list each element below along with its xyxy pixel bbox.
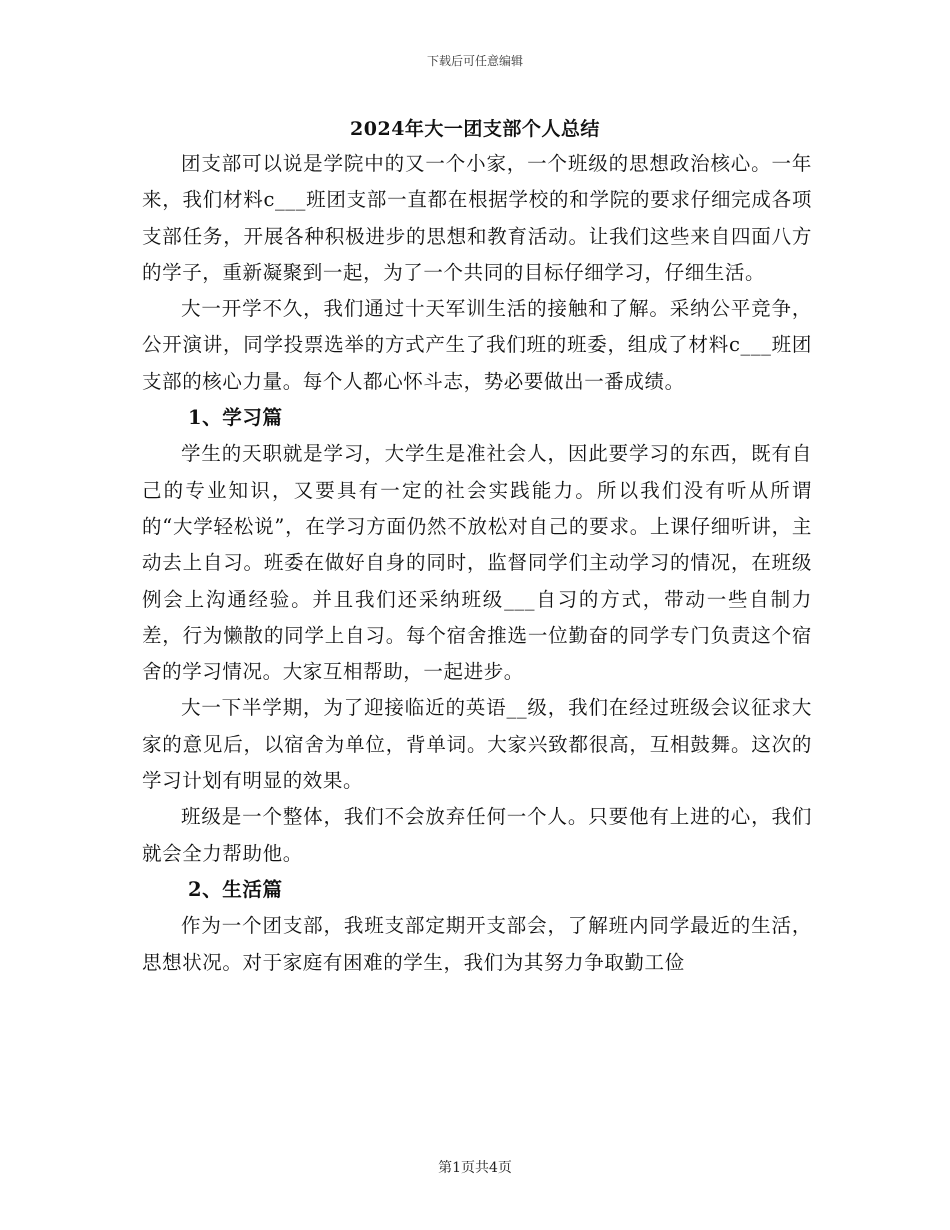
section-heading-life: 2、生活篇 (188, 877, 283, 901)
paragraph-life: 作为一个团支部，我班支部定期开支部会，了解班内同学最近的生活，思想状况。对于家庭有困难的学生，我们为其努力争取勤工俭 (142, 914, 812, 974)
section-heading-study: 1、学习篇 (188, 406, 283, 430)
paragraph-study-duty: 学生的天职就是学习，大学生是准社会人，因此要学习的东西，既有自己的专业知识，又要具有一定的社会实践能力。所以我们没有听从所谓的“大学轻松说”，在学习方面仍然不放松对自己的要求。上课仔细听讲，主动去上自习。班委在做好自身的同时，监督同学们主动学习的情况，在班级例会上沟通经验。并且我们还采纳班级___自习的方式，带动一些自制力差，行为懒散的同学上自习。每个宿舍推选一位勤奋的同学专门负责这个宿舍的学习情况。大家互相帮助，一起进步。 (142, 442, 812, 684)
paragraph-english-exam: 大一下半学期，为了迎接临近的英语__级，我们在经过班级会议征求大家的意见后，以宿舍为单位，背单词。大家兴致都很高，互相鼓舞。这次的学习计划有明显的效果。 (142, 696, 812, 793)
page-footer: 第1页共4页 (438, 1160, 512, 1176)
paragraph-intro: 团支部可以说是学院中的又一个小家，一个班级的思想政治核心。一年来，我们材料c___班团支部一直都在根据学校的和学院的要求仔细完成各项支部任务，开展各种积极进步的思想和教育活动。让我们这些来自四面八方的学子，重新凝聚到一起，为了一个共同的目标仔细学习，仔细生活。 (142, 152, 812, 284)
paragraph-class-whole: 班级是一个整体，我们不会放弃任何一个人。只要他有上进的心，我们就会全力帮助他。 (142, 805, 812, 865)
document-title: 2024年大一团支部个人总结 (350, 118, 600, 140)
paragraph-class-committee: 大一开学不久，我们通过十天军训生活的接触和了解。采纳公平竞争，公开演讲，同学投票选举的方式产生了我们班的班委，组成了材料c___班团支部的核心力量。每个人都心怀斗志，势必要做出一番成绩。 (142, 297, 812, 393)
header-note: 下载后可任意编辑 (426, 54, 523, 68)
document-body (142, 146, 812, 981)
